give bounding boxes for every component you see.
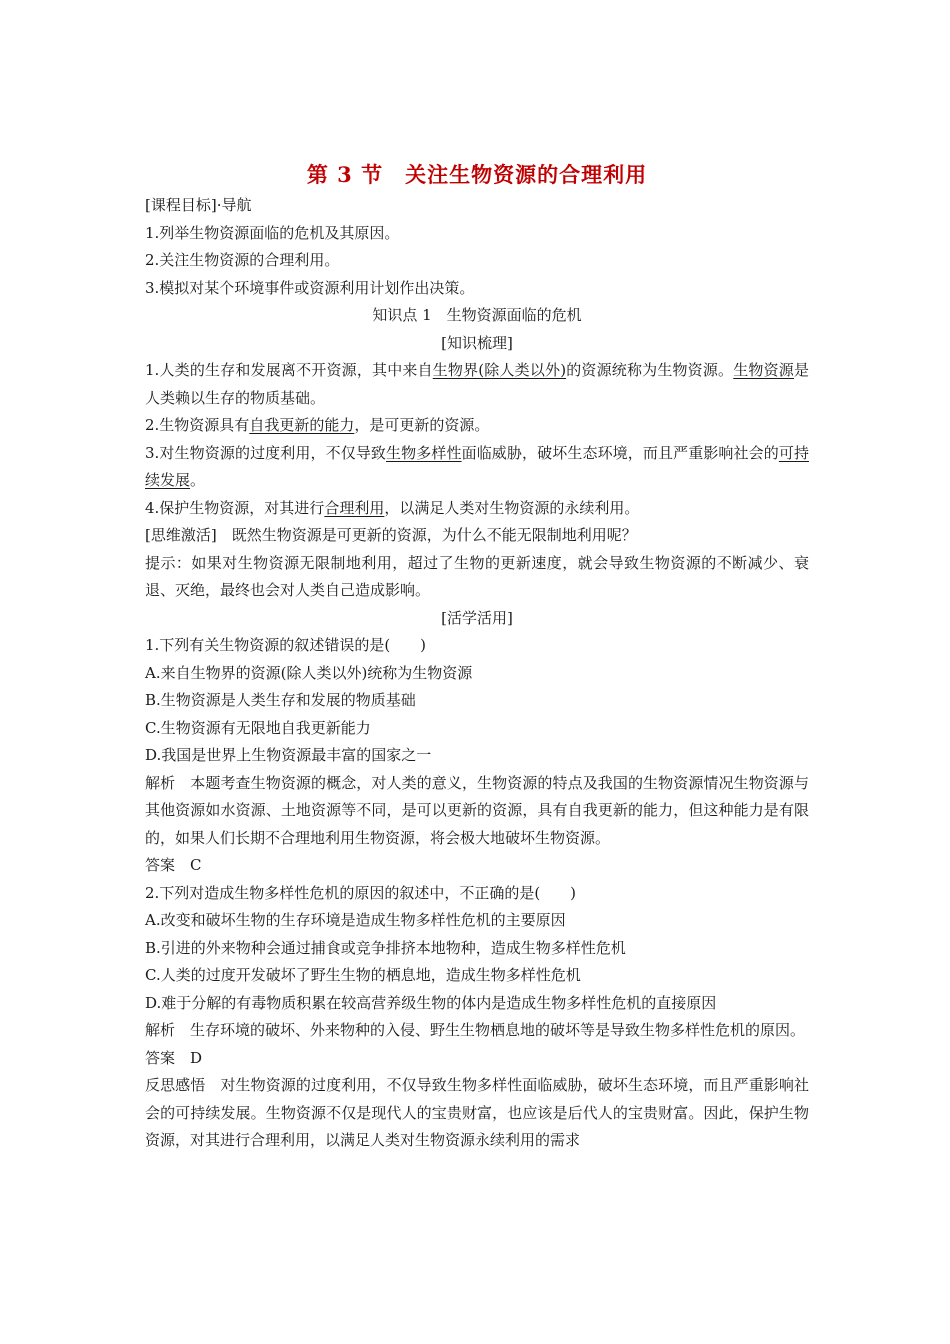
practice-heading: [活学活用] — [441, 608, 513, 627]
answer-text: 答案 C — [145, 856, 202, 874]
thinking-prompt: [思维激活] 既然生物资源是可更新的资源，为什么不能无限制地利用呢？ — [145, 526, 637, 544]
page-title: 第 3 节 关注生物资源的合理利用 — [306, 162, 648, 187]
knowledge-heading: [知识梳理] — [441, 333, 513, 352]
blank-answer: 自我更新的能力 — [249, 416, 355, 434]
question-option: C.人类的过度开发破坏了野生生物的栖息地，造成生物多样性危机 — [145, 966, 581, 984]
question-option: B.生物资源是人类生存和发展的物质基础 — [145, 691, 416, 709]
objectives-heading: [课程目标]·导航 — [145, 196, 252, 214]
objective-item: 1.列举生物资源面临的危机及其原因。 — [145, 223, 400, 242]
analysis-text: 解析 生存环境的破坏、外来物种的入侵、野生生物栖息地的破坏等是导致生物多样性危机的原因。 — [145, 1021, 806, 1039]
question-option: D.难于分解的有毒物质积累在较高营养级生物的体内是造成生物多样性危机的直接原因 — [145, 993, 717, 1012]
objective-item: 2.关注生物资源的合理利用。 — [145, 251, 340, 269]
answer-text: 答案 D — [145, 1048, 203, 1067]
objective-item: 3.模拟对某个环境事件或资源利用计划作出决策。 — [145, 278, 475, 297]
knowledge-point-4 — [145, 495, 809, 523]
blank-answer: 生物多样性 — [386, 443, 462, 462]
question-option: A.来自生物界的资源(除人类以外)统称为生物资源 — [145, 663, 473, 682]
text: 是人类赖以生存的物质基础。 — [145, 361, 809, 407]
blank-answer: 可持续发展 — [145, 443, 809, 489]
question-option: B.引进的外来物种会通过捕食或竞争排挤本地物种，造成生物多样性危机 — [145, 938, 626, 957]
text: 3.对生物资源的过度利用，不仅导致 — [145, 443, 387, 462]
blank-answer: 生物界(除人类以外) — [432, 361, 567, 379]
text: 面临威胁，破坏生态环境，而且严重影响社会的 — [461, 443, 779, 462]
text: 4.保护生物资源，对其进行 — [145, 498, 325, 517]
text: ，以满足人类对生物资源的永续利用。 — [384, 498, 640, 517]
section-title: 知识点 1 生物资源面临的危机 — [372, 306, 582, 324]
text: 1.人类的生存和发展离不开资源，其中来自 — [145, 361, 433, 379]
hint-text: 提示：如果对生物资源无限制地利用，超过了生物的更新速度，就会导致生物资源的不断减少、衰退、灭绝，最终也会对人类自己造成影响。 — [145, 553, 809, 599]
analysis-text: 解析 本题考查生物资源的概念，对人类的意义，生物资源的特点及我国的生物资源情况生物资源与其他资源如水资源、土地资源等不同，是可以更新的资源，具有自我更新的能力，但这种能力是有限的，如果人们长期不合理地利用生物资源，将会极大地破坏生物资源。 — [145, 773, 809, 847]
blank-answer: 生物资源 — [733, 361, 794, 379]
knowledge-point-2 — [145, 412, 809, 440]
knowledge-point-3 — [145, 440, 809, 495]
question-option: A.改变和破坏生物的生存环境是造成生物多样性危机的主要原因 — [145, 911, 566, 929]
text: ，是可更新的资源。 — [354, 416, 490, 434]
text: 2.生物资源具有 — [145, 416, 250, 434]
reflection-text: 反思感悟 对生物资源的过度利用，不仅导致生物多样性面临威胁，破坏生态环境，而且严重影响社会的可持续发展。生物资源不仅是现代人的宝贵财富，也应该是后代人的宝贵财富。因此，保护生物资源，对其进行合理利用，以满足人类对生物资源永续利用的需求 — [145, 1076, 809, 1149]
blank-answer: 合理利用 — [324, 498, 385, 517]
document-page — [145, 160, 809, 1155]
text: 的资源统称为生物资源。 — [566, 361, 734, 379]
question-stem: 1.下列有关生物资源的叙述错误的是( ) — [145, 636, 427, 654]
knowledge-point-1 — [145, 357, 809, 412]
question-option: C.生物资源有无限地自我更新能力 — [145, 718, 371, 737]
question-stem: 2.下列对造成生物多样性危机的原因的叙述中，不正确的是( ) — [145, 883, 577, 902]
text: 。 — [190, 471, 206, 489]
question-option: D.我国是世界上生物资源最丰富的国家之一 — [145, 746, 432, 764]
